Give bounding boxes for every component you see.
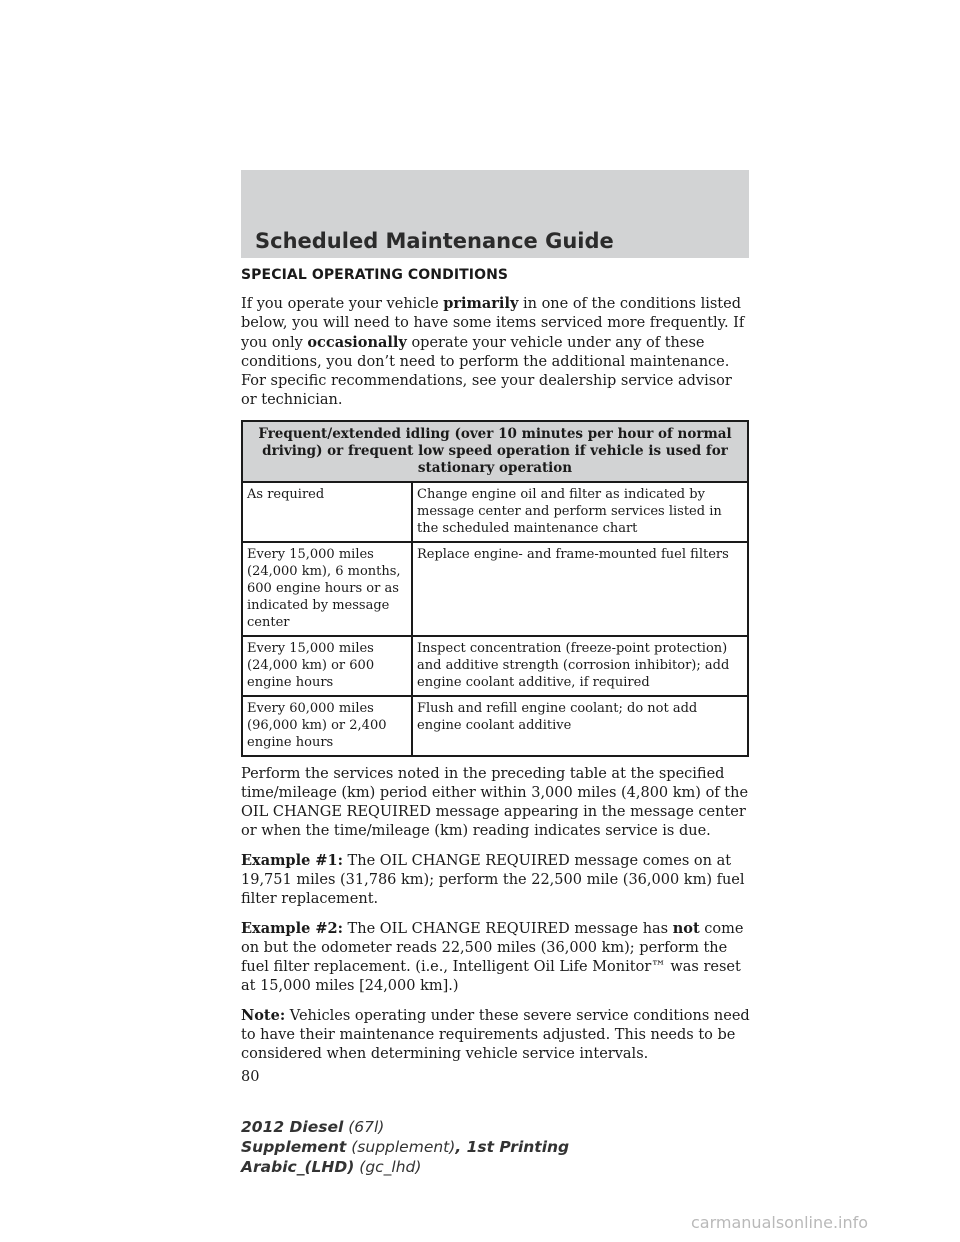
example-2-paragraph [241, 919, 751, 996]
section-heading: SPECIAL OPERATING CONDITIONS [241, 267, 509, 283]
interval-cell: Every 15,000 miles (24,000 km) or 600 engine hours [242, 636, 412, 696]
example-1-label: Example #1: [241, 852, 343, 869]
footer-document-type: Supplement [241, 1138, 347, 1156]
service-cell: Change engine oil and filter as indicated by message center and perform services listed in the scheduled maintenance chart [412, 482, 748, 542]
intro-paragraph [241, 294, 751, 410]
table-row [242, 636, 748, 696]
note-paragraph [241, 1006, 751, 1064]
service-cell: Flush and refill engine coolant; do not add engine coolant additive [412, 696, 748, 756]
example-1-text: The OIL CHANGE REQUIRED message comes on at 19,751 miles (31,786 km); perform the 22,500 mile (36,000 km) fuel filter replacement. [241, 853, 745, 907]
interval-cell: Every 15,000 miles (24,000 km), 6 months, 600 engine hours or as indicated by message center [242, 542, 412, 636]
footer-market: Arabic_(LHD) [241, 1158, 355, 1176]
section-header-band [241, 170, 749, 258]
intro-emphasis-occasionally: occasionally [307, 334, 407, 351]
interval-cell: As required [242, 482, 412, 542]
example-2-text-2: come on but the odometer reads 22,500 miles (36,000 km); perform the fuel filter replacement. (i.e., Intelligent Oil Life Monitor™ was reset at 15,000 miles [24,000 km].) [241, 921, 744, 994]
table-row [242, 696, 748, 756]
after-table-paragraph: Perform the services noted in the preceding table at the specified time/mileage (km) period either within 3,000 miles (4,800 km) of the OIL CHANGE REQUIRED message appearing in the message center or when the time/mileage (km) reading indicates service is due. [241, 766, 749, 839]
footer-edition: 2012 Diesel [241, 1118, 344, 1136]
service-cell: Replace engine- and frame-mounted fuel filters [412, 542, 748, 636]
table-row [242, 542, 748, 636]
note-label: Note: [241, 1007, 286, 1024]
intro-emphasis-primarily: primarily [443, 295, 519, 312]
maintenance-table [241, 420, 749, 757]
footer-printing: , 1st Printing [455, 1138, 570, 1156]
page-number: 80 [241, 1069, 260, 1085]
example-1-paragraph [241, 851, 751, 909]
note-text: Vehicles operating under these severe service conditions need to have their maintenance requirements adjusted. This needs to be considered when determining vehicle service intervals. [241, 1008, 750, 1062]
intro-text-2: in one of the conditions listed below, you will need to have some items serviced more frequently. If you only [241, 296, 745, 351]
page-title: Scheduled Maintenance Guide [255, 229, 614, 253]
footer-line-3 [241, 1157, 569, 1177]
example-2-label: Example #2: [241, 920, 343, 937]
print-footer [241, 1117, 569, 1177]
footer-document-code: (supplement) [346, 1138, 456, 1156]
page-content [241, 266, 751, 1087]
table-row [242, 482, 748, 542]
example-2-text-1: The OIL CHANGE REQUIRED message has [342, 921, 673, 937]
intro-text-1: If you operate your vehicle [241, 296, 444, 312]
watermark: carmanualsonline.info [691, 1213, 869, 1232]
table-header: Frequent/extended idling (over 10 minutes per hour of normal driving) or frequent low speed operation if vehicle is used for stationary operation [242, 421, 748, 482]
footer-line-1 [241, 1117, 569, 1137]
intro-text-3: operate your vehicle under any of these conditions, you don’t need to perform the additional maintenance. For specific recommendations, see your dealership service advisor or technician. [241, 335, 732, 408]
example-2-emphasis-not: not [672, 920, 700, 937]
footer-line-2 [241, 1137, 569, 1157]
interval-cell: Every 60,000 miles (96,000 km) or 2,400 engine hours [242, 696, 412, 756]
footer-edition-code: (67l) [343, 1118, 385, 1136]
service-cell: Inspect concentration (freeze-point protection) and additive strength (corrosion inhibitor); add engine coolant additive, if required [412, 636, 748, 696]
footer-market-code: (gc_lhd) [354, 1158, 422, 1176]
